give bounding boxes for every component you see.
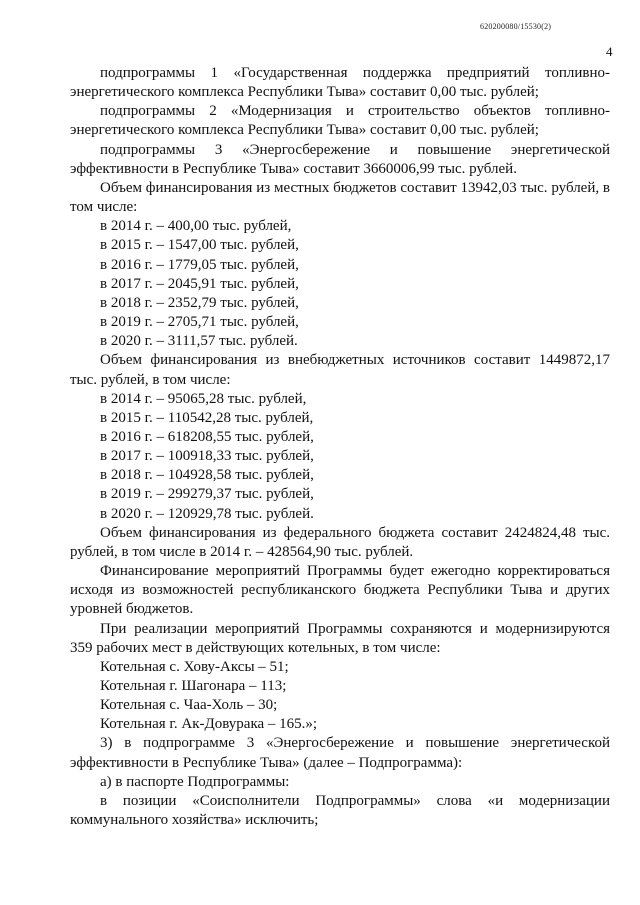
paragraph: подпрограммы 2 «Модернизация и строительство объектов топливно-энергетического комплекса Республики Тыва» составит 0,00 тыс. рублей; <box>70 103 610 139</box>
list-item: Котельная с. Хову-Аксы – 51; <box>100 658 289 675</box>
list-item: в 2019 г. – 299279,37 тыс. рублей, <box>100 486 314 503</box>
list-item: Котельная с. Чаа-Холь – 30; <box>100 697 278 714</box>
paragraph: Объем финансирования из местных бюджетов составит 13942,03 тыс. рублей, в том числе: <box>70 179 610 216</box>
paragraph: При реализации мероприятий Программы сохраняются и модернизируются 359 рабочих мест в действующих котельных, в том числе: <box>70 620 610 656</box>
list-item: в 2018 г. – 104928,58 тыс. рублей, <box>100 467 314 484</box>
paragraph: подпрограммы 1 «Государственная поддержка предприятий топливно-энергетического комплекса Республики Тыва» составит 0,00 тыс. рублей; <box>70 65 610 101</box>
paragraph: Объем финансирования из внебюджетных источников составит 1449872,17 тыс. рублей, в том числе: <box>70 352 610 388</box>
list-item: Котельная г. Шагонара – 113; <box>100 678 287 694</box>
list-item: в 2015 г. – 1547,00 тыс. рублей, <box>100 237 299 254</box>
list-item: в 2017 г. – 100918,33 тыс. рублей, <box>100 448 314 465</box>
document-body <box>70 64 610 830</box>
list-item: в 2020 г. – 3111,57 тыс. рублей. <box>100 333 298 350</box>
paragraph: Объем финансирования из федерального бюджета составит 2424824,48 тыс. рублей, в том числе в 2014 г. – 428564,90 тыс. рублей. <box>70 524 610 560</box>
paragraph: 3) в подпрограмме 3 «Энергосбережение и повышение энергетической эффективности в Республике Тыва» (далее – Подпрограмма): <box>70 735 610 771</box>
list-item: в 2020 г. – 120929,78 тыс. рублей. <box>100 505 314 522</box>
list-item: в 2019 г. – 2705,71 тыс. рублей, <box>100 314 299 331</box>
page-number: 4 <box>606 44 613 59</box>
document-id: 620200080/15530(2) <box>480 22 552 31</box>
paragraph: а) в паспорте Подпрограммы: <box>100 773 290 790</box>
paragraph: Финансирование мероприятий Программы будет ежегодно корректироваться исходя из возможностей республиканского бюджета Республики Тыва и других уровней бюджетов. <box>70 563 610 618</box>
paragraph: в позиции «Соисполнители Подпрограммы» слова «и модернизации коммунального хозяйства» исключить; <box>70 792 610 829</box>
paragraph: подпрограммы 3 «Энергосбережение и повышение энергетической эффективности в Республике Тыва» составит 3660006,99 тыс. рублей. <box>70 141 610 177</box>
list-item: в 2018 г. – 2352,79 тыс. рублей, <box>100 294 299 311</box>
list-item: в 2017 г. – 2045,91 тыс. рублей, <box>100 275 299 292</box>
list-item: в 2016 г. – 618208,55 тыс. рублей, <box>100 428 314 445</box>
list-item: Котельная г. Ак-Довурака – 165.»; <box>100 716 318 733</box>
list-item: в 2016 г. – 1779,05 тыс. рублей, <box>100 256 299 273</box>
list-item: в 2014 г. – 400,00 тыс. рублей, <box>100 218 292 235</box>
list-item: в 2014 г. – 95065,28 тыс. рублей, <box>100 390 307 407</box>
list-item: в 2015 г. – 110542,28 тыс. рублей, <box>100 409 314 426</box>
